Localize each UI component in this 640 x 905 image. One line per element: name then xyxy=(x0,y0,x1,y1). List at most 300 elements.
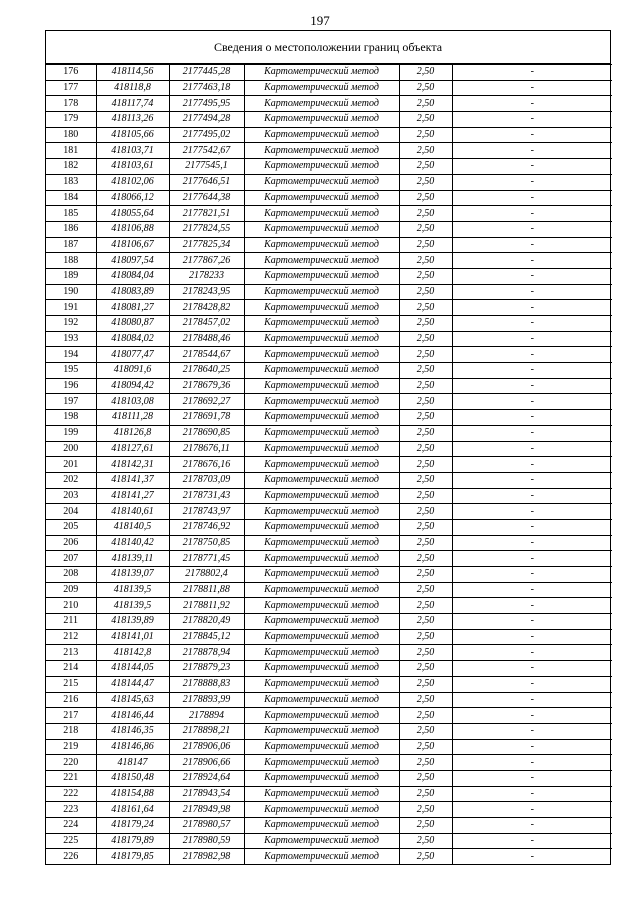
x-coordinate-cell: 418144,05 xyxy=(96,661,169,677)
point-number-cell: 208 xyxy=(46,567,96,583)
y-coordinate-cell: 2178731,43 xyxy=(169,488,244,504)
x-coordinate-cell: 418077,47 xyxy=(96,347,169,363)
method-cell: Картометрический метод xyxy=(244,112,399,128)
precision-cell: 2,50 xyxy=(399,253,452,269)
y-coordinate-cell: 2177825,34 xyxy=(169,237,244,253)
method-cell: Картометрический метод xyxy=(244,582,399,598)
description-cell: - xyxy=(452,519,612,535)
x-coordinate-cell: 418179,24 xyxy=(96,818,169,834)
point-number-cell: 223 xyxy=(46,802,96,818)
x-coordinate-cell: 418154,88 xyxy=(96,786,169,802)
y-coordinate-cell: 2178949,98 xyxy=(169,802,244,818)
x-coordinate-cell: 418139,5 xyxy=(96,582,169,598)
y-coordinate-cell: 2178691,78 xyxy=(169,410,244,426)
description-cell: - xyxy=(452,535,612,551)
table-row xyxy=(46,645,612,661)
y-coordinate-cell: 2178457,02 xyxy=(169,316,244,332)
precision-cell: 2,50 xyxy=(399,143,452,159)
x-coordinate-cell: 418146,35 xyxy=(96,723,169,739)
table-row xyxy=(46,96,612,112)
y-coordinate-cell: 2178820,49 xyxy=(169,614,244,630)
description-cell: - xyxy=(452,629,612,645)
method-cell: Картометрический метод xyxy=(244,441,399,457)
point-number-cell: 216 xyxy=(46,692,96,708)
y-coordinate-cell: 2178980,57 xyxy=(169,818,244,834)
point-number-cell: 192 xyxy=(46,316,96,332)
method-cell: Картометрический метод xyxy=(244,567,399,583)
precision-cell: 2,50 xyxy=(399,676,452,692)
point-number-cell: 184 xyxy=(46,190,96,206)
point-number-cell: 218 xyxy=(46,723,96,739)
description-cell: - xyxy=(452,190,612,206)
description-cell: - xyxy=(452,65,612,81)
method-cell: Картометрический метод xyxy=(244,206,399,222)
x-coordinate-cell: 418084,04 xyxy=(96,268,169,284)
x-coordinate-cell: 418106,88 xyxy=(96,221,169,237)
description-cell: - xyxy=(452,237,612,253)
precision-cell: 2,50 xyxy=(399,190,452,206)
method-cell: Картометрический метод xyxy=(244,457,399,473)
x-coordinate-cell: 418117,74 xyxy=(96,96,169,112)
precision-cell: 2,50 xyxy=(399,472,452,488)
table-row xyxy=(46,535,612,551)
precision-cell: 2,50 xyxy=(399,692,452,708)
table-row xyxy=(46,818,612,834)
y-coordinate-cell: 2178743,97 xyxy=(169,504,244,520)
point-number-cell: 198 xyxy=(46,410,96,426)
point-number-cell: 195 xyxy=(46,363,96,379)
precision-cell: 2,50 xyxy=(399,755,452,771)
y-coordinate-cell: 2178893,99 xyxy=(169,692,244,708)
description-cell: - xyxy=(452,112,612,128)
y-coordinate-cell: 2178894 xyxy=(169,708,244,724)
precision-cell: 2,50 xyxy=(399,127,452,143)
y-coordinate-cell: 2178888,83 xyxy=(169,676,244,692)
precision-cell: 2,50 xyxy=(399,410,452,426)
point-number-cell: 196 xyxy=(46,378,96,394)
page-number: 197 xyxy=(310,13,330,28)
y-coordinate-cell: 2177445,28 xyxy=(169,65,244,81)
point-number-cell: 202 xyxy=(46,472,96,488)
y-coordinate-cell: 2178692,27 xyxy=(169,394,244,410)
point-number-cell: 190 xyxy=(46,284,96,300)
table-row xyxy=(46,739,612,755)
description-cell: - xyxy=(452,598,612,614)
point-number-cell: 212 xyxy=(46,629,96,645)
coordinates-table xyxy=(46,64,612,864)
table-header: Сведения о местоположении границ объекта xyxy=(46,31,610,64)
x-coordinate-cell: 418179,85 xyxy=(96,849,169,864)
y-coordinate-cell: 2178879,23 xyxy=(169,661,244,677)
description-cell: - xyxy=(452,268,612,284)
description-cell: - xyxy=(452,441,612,457)
table-row xyxy=(46,786,612,802)
method-cell: Картометрический метод xyxy=(244,253,399,269)
description-cell: - xyxy=(452,723,612,739)
table-row xyxy=(46,723,612,739)
method-cell: Картометрический метод xyxy=(244,159,399,175)
description-cell: - xyxy=(452,818,612,834)
method-cell: Картометрический метод xyxy=(244,190,399,206)
y-coordinate-cell: 2178640,25 xyxy=(169,363,244,379)
y-coordinate-cell: 2178746,92 xyxy=(169,519,244,535)
y-coordinate-cell: 2178802,4 xyxy=(169,567,244,583)
point-number-cell: 215 xyxy=(46,676,96,692)
table-row xyxy=(46,441,612,457)
description-cell: - xyxy=(452,143,612,159)
point-number-cell: 210 xyxy=(46,598,96,614)
precision-cell: 2,50 xyxy=(399,849,452,864)
point-number-cell: 187 xyxy=(46,237,96,253)
method-cell: Картометрический метод xyxy=(244,614,399,630)
table-row xyxy=(46,394,612,410)
point-number-cell: 209 xyxy=(46,582,96,598)
precision-cell: 2,50 xyxy=(399,159,452,175)
y-coordinate-cell: 2178811,88 xyxy=(169,582,244,598)
description-cell: - xyxy=(452,786,612,802)
y-coordinate-cell: 2178676,16 xyxy=(169,457,244,473)
y-coordinate-cell: 2177545,1 xyxy=(169,159,244,175)
table-row xyxy=(46,519,612,535)
method-cell: Картометрический метод xyxy=(244,802,399,818)
table-row xyxy=(46,755,612,771)
method-cell: Картометрический метод xyxy=(244,598,399,614)
description-cell: - xyxy=(452,80,612,96)
description-cell: - xyxy=(452,221,612,237)
table-row xyxy=(46,551,612,567)
description-cell: - xyxy=(452,614,612,630)
description-cell: - xyxy=(452,567,612,583)
description-cell: - xyxy=(452,488,612,504)
y-coordinate-cell: 2178845,12 xyxy=(169,629,244,645)
method-cell: Картометрический метод xyxy=(244,237,399,253)
table-row xyxy=(46,488,612,504)
precision-cell: 2,50 xyxy=(399,112,452,128)
description-cell: - xyxy=(452,692,612,708)
method-cell: Картометрический метод xyxy=(244,755,399,771)
method-cell: Картометрический метод xyxy=(244,661,399,677)
y-coordinate-cell: 2177494,28 xyxy=(169,112,244,128)
method-cell: Картометрический метод xyxy=(244,425,399,441)
table-row xyxy=(46,316,612,332)
x-coordinate-cell: 418150,48 xyxy=(96,770,169,786)
x-coordinate-cell: 418141,27 xyxy=(96,488,169,504)
table-row xyxy=(46,849,612,864)
point-number-cell: 197 xyxy=(46,394,96,410)
precision-cell: 2,50 xyxy=(399,80,452,96)
table-row xyxy=(46,347,612,363)
method-cell: Картометрический метод xyxy=(244,849,399,864)
precision-cell: 2,50 xyxy=(399,425,452,441)
precision-cell: 2,50 xyxy=(399,378,452,394)
x-coordinate-cell: 418142,31 xyxy=(96,457,169,473)
description-cell: - xyxy=(452,582,612,598)
description-cell: - xyxy=(452,394,612,410)
table-row xyxy=(46,253,612,269)
point-number-cell: 183 xyxy=(46,174,96,190)
table-row xyxy=(46,174,612,190)
x-coordinate-cell: 418144,47 xyxy=(96,676,169,692)
point-number-cell: 180 xyxy=(46,127,96,143)
point-number-cell: 225 xyxy=(46,833,96,849)
table-row xyxy=(46,378,612,394)
x-coordinate-cell: 418055,64 xyxy=(96,206,169,222)
x-coordinate-cell: 418161,64 xyxy=(96,802,169,818)
method-cell: Картометрический метод xyxy=(244,268,399,284)
y-coordinate-cell: 2178679,36 xyxy=(169,378,244,394)
description-cell: - xyxy=(452,253,612,269)
table-row xyxy=(46,410,612,426)
description-cell: - xyxy=(452,457,612,473)
precision-cell: 2,50 xyxy=(399,661,452,677)
point-number-cell: 199 xyxy=(46,425,96,441)
y-coordinate-cell: 2178943,54 xyxy=(169,786,244,802)
precision-cell: 2,50 xyxy=(399,316,452,332)
x-coordinate-cell: 418179,89 xyxy=(96,833,169,849)
description-cell: - xyxy=(452,410,612,426)
table-row xyxy=(46,676,612,692)
description-cell: - xyxy=(452,425,612,441)
point-number-cell: 191 xyxy=(46,300,96,316)
description-cell: - xyxy=(452,284,612,300)
description-cell: - xyxy=(452,347,612,363)
table-row xyxy=(46,770,612,786)
precision-cell: 2,50 xyxy=(399,488,452,504)
precision-cell: 2,50 xyxy=(399,268,452,284)
precision-cell: 2,50 xyxy=(399,300,452,316)
table-row xyxy=(46,598,612,614)
x-coordinate-cell: 418141,01 xyxy=(96,629,169,645)
y-coordinate-cell: 2178980,59 xyxy=(169,833,244,849)
description-cell: - xyxy=(452,127,612,143)
table-row xyxy=(46,363,612,379)
x-coordinate-cell: 418083,89 xyxy=(96,284,169,300)
y-coordinate-cell: 2178488,46 xyxy=(169,331,244,347)
x-coordinate-cell: 418066,12 xyxy=(96,190,169,206)
precision-cell: 2,50 xyxy=(399,645,452,661)
point-number-cell: 177 xyxy=(46,80,96,96)
precision-cell: 2,50 xyxy=(399,441,452,457)
description-cell: - xyxy=(452,661,612,677)
table-row xyxy=(46,802,612,818)
x-coordinate-cell: 418080,87 xyxy=(96,316,169,332)
y-coordinate-cell: 2178878,94 xyxy=(169,645,244,661)
description-cell: - xyxy=(452,472,612,488)
method-cell: Картометрический метод xyxy=(244,284,399,300)
method-cell: Картометрический метод xyxy=(244,723,399,739)
x-coordinate-cell: 418140,5 xyxy=(96,519,169,535)
point-number-cell: 222 xyxy=(46,786,96,802)
x-coordinate-cell: 418139,11 xyxy=(96,551,169,567)
x-coordinate-cell: 418139,5 xyxy=(96,598,169,614)
point-number-cell: 205 xyxy=(46,519,96,535)
x-coordinate-cell: 418105,66 xyxy=(96,127,169,143)
x-coordinate-cell: 418140,42 xyxy=(96,535,169,551)
y-coordinate-cell: 2178233 xyxy=(169,268,244,284)
table-row xyxy=(46,127,612,143)
point-number-cell: 221 xyxy=(46,770,96,786)
precision-cell: 2,50 xyxy=(399,739,452,755)
description-cell: - xyxy=(452,551,612,567)
table-row xyxy=(46,300,612,316)
description-cell: - xyxy=(452,833,612,849)
table-row xyxy=(46,284,612,300)
point-number-cell: 178 xyxy=(46,96,96,112)
point-number-cell: 219 xyxy=(46,739,96,755)
point-number-cell: 211 xyxy=(46,614,96,630)
method-cell: Картометрический метод xyxy=(244,221,399,237)
precision-cell: 2,50 xyxy=(399,237,452,253)
x-coordinate-cell: 418111,28 xyxy=(96,410,169,426)
precision-cell: 2,50 xyxy=(399,394,452,410)
precision-cell: 2,50 xyxy=(399,174,452,190)
method-cell: Картометрический метод xyxy=(244,331,399,347)
point-number-cell: 189 xyxy=(46,268,96,284)
y-coordinate-cell: 2178690,85 xyxy=(169,425,244,441)
description-cell: - xyxy=(452,206,612,222)
x-coordinate-cell: 418139,07 xyxy=(96,567,169,583)
y-coordinate-cell: 2178676,11 xyxy=(169,441,244,457)
method-cell: Картометрический метод xyxy=(244,708,399,724)
point-number-cell: 200 xyxy=(46,441,96,457)
description-cell: - xyxy=(452,159,612,175)
x-coordinate-cell: 418106,67 xyxy=(96,237,169,253)
method-cell: Картометрический метод xyxy=(244,645,399,661)
description-cell: - xyxy=(452,676,612,692)
point-number-cell: 185 xyxy=(46,206,96,222)
y-coordinate-cell: 2177495,95 xyxy=(169,96,244,112)
method-cell: Картометрический метод xyxy=(244,770,399,786)
table-row xyxy=(46,143,612,159)
precision-cell: 2,50 xyxy=(399,519,452,535)
x-coordinate-cell: 418094,42 xyxy=(96,378,169,394)
point-number-cell: 206 xyxy=(46,535,96,551)
method-cell: Картометрический метод xyxy=(244,347,399,363)
y-coordinate-cell: 2178771,45 xyxy=(169,551,244,567)
y-coordinate-cell: 2178906,06 xyxy=(169,739,244,755)
table-row xyxy=(46,457,612,473)
description-cell: - xyxy=(452,708,612,724)
y-coordinate-cell: 2177867,26 xyxy=(169,253,244,269)
point-number-cell: 193 xyxy=(46,331,96,347)
y-coordinate-cell: 2177644,38 xyxy=(169,190,244,206)
precision-cell: 2,50 xyxy=(399,802,452,818)
point-number-cell: 217 xyxy=(46,708,96,724)
method-cell: Картометрический метод xyxy=(244,739,399,755)
precision-cell: 2,50 xyxy=(399,457,452,473)
precision-cell: 2,50 xyxy=(399,363,452,379)
precision-cell: 2,50 xyxy=(399,708,452,724)
x-coordinate-cell: 418142,8 xyxy=(96,645,169,661)
table-row xyxy=(46,65,612,81)
point-number-cell: 203 xyxy=(46,488,96,504)
precision-cell: 2,50 xyxy=(399,535,452,551)
point-number-cell: 204 xyxy=(46,504,96,520)
table-row xyxy=(46,425,612,441)
description-cell: - xyxy=(452,300,612,316)
precision-cell: 2,50 xyxy=(399,284,452,300)
point-number-cell: 186 xyxy=(46,221,96,237)
table-row xyxy=(46,692,612,708)
description-cell: - xyxy=(452,739,612,755)
table-row xyxy=(46,472,612,488)
precision-cell: 2,50 xyxy=(399,786,452,802)
y-coordinate-cell: 2178544,67 xyxy=(169,347,244,363)
x-coordinate-cell: 418097,54 xyxy=(96,253,169,269)
table-row xyxy=(46,708,612,724)
precision-cell: 2,50 xyxy=(399,221,452,237)
precision-cell: 2,50 xyxy=(399,206,452,222)
x-coordinate-cell: 418113,26 xyxy=(96,112,169,128)
method-cell: Картометрический метод xyxy=(244,65,399,81)
x-coordinate-cell: 418103,61 xyxy=(96,159,169,175)
precision-cell: 2,50 xyxy=(399,723,452,739)
y-coordinate-cell: 2177646,51 xyxy=(169,174,244,190)
precision-cell: 2,50 xyxy=(399,65,452,81)
table-row xyxy=(46,582,612,598)
table-row xyxy=(46,221,612,237)
description-cell: - xyxy=(452,645,612,661)
precision-cell: 2,50 xyxy=(399,818,452,834)
description-cell: - xyxy=(452,755,612,771)
y-coordinate-cell: 2178750,85 xyxy=(169,535,244,551)
x-coordinate-cell: 418147 xyxy=(96,755,169,771)
table-row xyxy=(46,629,612,645)
y-coordinate-cell: 2178703,09 xyxy=(169,472,244,488)
precision-cell: 2,50 xyxy=(399,96,452,112)
boundary-table-frame xyxy=(45,30,611,865)
point-number-cell: 226 xyxy=(46,849,96,864)
y-coordinate-cell: 2177542,67 xyxy=(169,143,244,159)
method-cell: Картометрический метод xyxy=(244,692,399,708)
y-coordinate-cell: 2178906,66 xyxy=(169,755,244,771)
method-cell: Картометрический метод xyxy=(244,472,399,488)
x-coordinate-cell: 418081,27 xyxy=(96,300,169,316)
method-cell: Картометрический метод xyxy=(244,519,399,535)
method-cell: Картометрический метод xyxy=(244,316,399,332)
precision-cell: 2,50 xyxy=(399,567,452,583)
description-cell: - xyxy=(452,363,612,379)
point-number-cell: 224 xyxy=(46,818,96,834)
table-row xyxy=(46,190,612,206)
method-cell: Картометрический метод xyxy=(244,127,399,143)
x-coordinate-cell: 418103,08 xyxy=(96,394,169,410)
table-row xyxy=(46,112,612,128)
y-coordinate-cell: 2177495,02 xyxy=(169,127,244,143)
x-coordinate-cell: 418118,8 xyxy=(96,80,169,96)
table-row xyxy=(46,237,612,253)
description-cell: - xyxy=(452,331,612,347)
method-cell: Картометрический метод xyxy=(244,143,399,159)
table-row xyxy=(46,567,612,583)
precision-cell: 2,50 xyxy=(399,833,452,849)
method-cell: Картометрический метод xyxy=(244,504,399,520)
point-number-cell: 176 xyxy=(46,65,96,81)
table-row xyxy=(46,504,612,520)
table-row xyxy=(46,833,612,849)
method-cell: Картометрический метод xyxy=(244,833,399,849)
y-coordinate-cell: 2178243,95 xyxy=(169,284,244,300)
precision-cell: 2,50 xyxy=(399,504,452,520)
precision-cell: 2,50 xyxy=(399,551,452,567)
precision-cell: 2,50 xyxy=(399,614,452,630)
description-cell: - xyxy=(452,96,612,112)
table-body xyxy=(46,65,612,865)
method-cell: Картометрический метод xyxy=(244,676,399,692)
precision-cell: 2,50 xyxy=(399,347,452,363)
table-row xyxy=(46,331,612,347)
method-cell: Картометрический метод xyxy=(244,80,399,96)
